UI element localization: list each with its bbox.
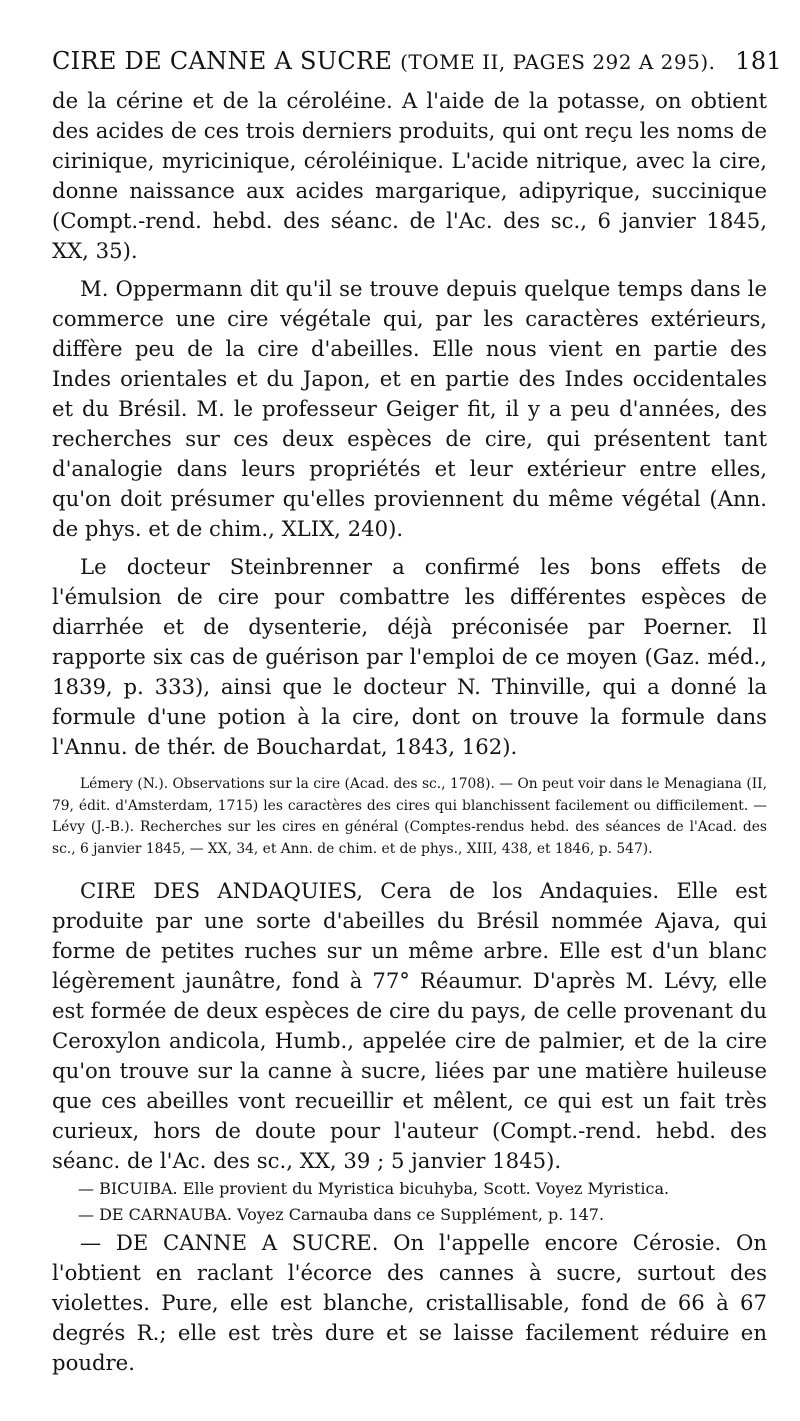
entry-bicuiba: — BICUIBA. Elle provient du Myristica bicuhyba, Scott. Voyez Myristica.: [78, 1179, 670, 1198]
bibliographic-notes: [52, 774, 767, 860]
header-title: [52, 46, 715, 77]
header-volume: (TOME II, PAGES 292 A 295).: [400, 50, 716, 74]
page-body: [52, 86, 767, 1378]
entry-andaquies: CIRE DES ANDAQUIES, Cera de los Andaquies. Elle est produite par une sorte d'abeilles du Brésil nommée Ajava, qui forme de petites ruches sur un même arbre. Elle est d'un blanc légèrement jaunâtre, fond à 77° Réaumur. D'après M. Lévy, elle est formée de deux espèces de cire du pays, de celle provenant du Ceroxylon andicola, Humb., appelée cire de palmier, et de la cire qu'on trouve sur la canne à sucre, liées par une matière huileuse que ces abeilles vont recueillir et mêlent, ce qui est un fait très curieux, hors de doute pour l'auteur (Compt.-rend. hebd. des séanc. de l'Ac. des sc., XX, 39 ; 5 janvier 1845).: [52, 878, 767, 1173]
paragraph-3: Le docteur Steinbrenner a confirmé les bons effets de l'émulsion de cire pour combattre les différentes espèces de diarrhée et de dysenterie, déjà préconisée par Poerner. Il rapporte six cas de guérison par l'emploi de ce moyen (Gaz. méd., 1839, p. 333), ainsi que le docteur N. Thinville, qui a donné la formule d'une potion à la cire, dont on trouve la formule dans l'Annu. de thér. de Bouchardat, 1843, 162).: [52, 554, 767, 759]
entry-canne-a-sucre: — DE CANNE A SUCRE. On l'appelle encore Cérosie. On l'obtient en raclant l'écorce des cannes à sucre, surtout des violettes. Pure, elle est blanche, cristallisable, fond de 66 à 67 degrés R.; elle est très dure et se laisse facilement réduire en poudre.: [52, 1230, 767, 1375]
entry-carnauba: — DE CARNAUBA. Voyez Carnauba dans ce Supplément, p. 147.: [78, 1205, 605, 1224]
paragraph-1: de la cérine et de la céroléine. A l'aide de la potasse, on obtient des acides de ces trois derniers produits, qui ont reçu les noms de cirinique, myricinique, céroléinique. L'acide nitrique, avec la cire, donne naissance aux acides margarique, adipyrique, succinique (Compt.-rend. hebd. des séanc. de l'Ac. des sc., 6 janvier 1845, XX, 35).: [52, 88, 767, 263]
page-number: 181: [735, 47, 782, 75]
running-header: [52, 46, 782, 77]
notes-text: Lémery (N.). Observations sur la cire (Acad. des sc., 1708). — On peut voir dans le Menagiana (II, 79, édit. d'Amsterdam, 1715) les caractères des cires qui blanchissent facilement ou difficilement. — Lévy (J.-B.). Recherches sur les cires en général (Comptes-rendus hebd. des séances de l'Acad. des sc., 6 janvier 1845, — XX, 34, et Ann. de chim. et de phys., XIII, 438, et 1846, p. 547).: [52, 776, 767, 857]
sub-entries: [52, 1176, 767, 1228]
paragraph-2: M. Oppermann dit qu'il se trouve depuis quelque temps dans le commerce une cire végétale qui, par les caractères extérieurs, diffère peu de la cire d'abeilles. Elle nous vient en partie des Indes orientales et du Japon, et en partie des Indes occidentales et du Brésil. M. le professeur Geiger fit, il y a peu d'années, des recherches sur ces deux espèces de cire, qui présentent tant d'analogie dans leurs propriétés et leur extérieur entre elles, qu'on doit présumer qu'elles proviennent du même végétal (Ann. de phys. et de chim., XLIX, 240).: [52, 276, 767, 541]
header-title-text: CIRE DE CANNE A SUCRE: [52, 47, 393, 75]
